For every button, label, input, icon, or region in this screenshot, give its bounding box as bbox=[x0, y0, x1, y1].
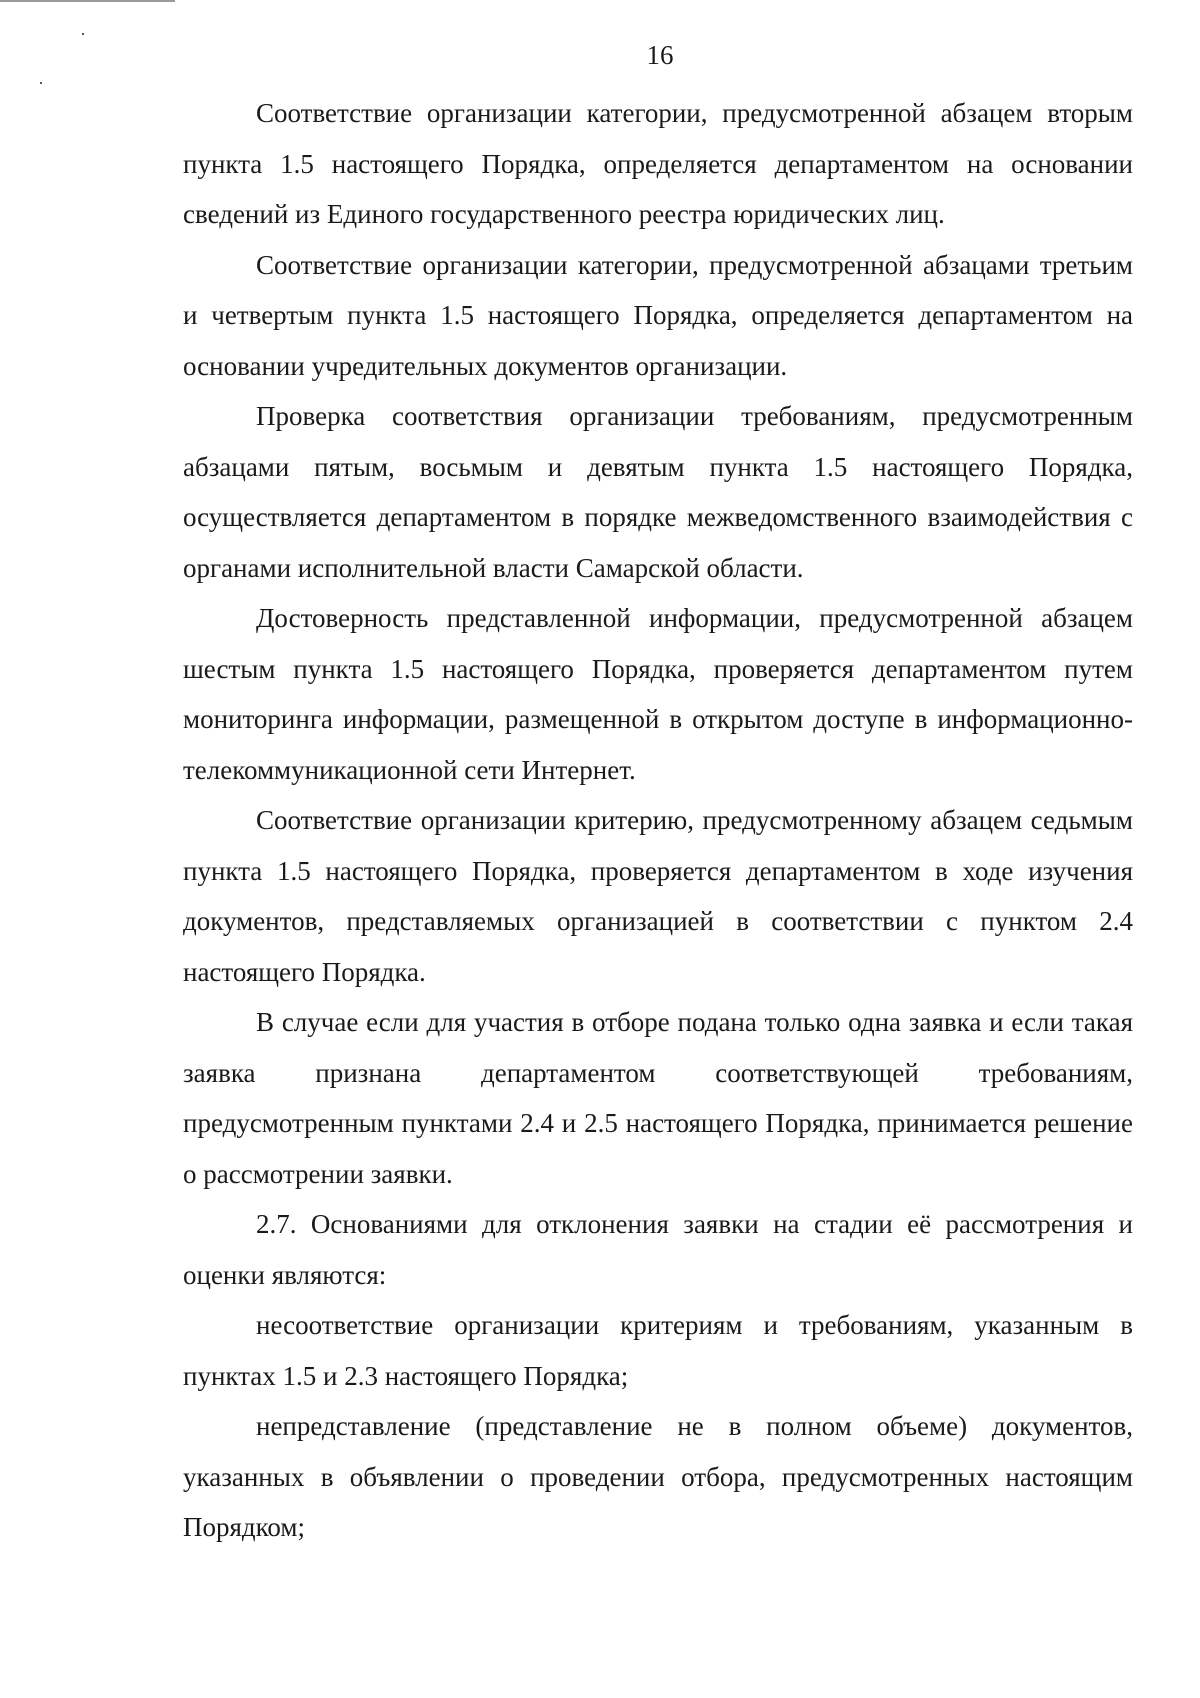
page-number: 16 bbox=[646, 40, 674, 70]
paragraph: Соответствие организации критерию, предусмотренному абзацем седьмым пункта 1.5 настоящего Порядка, проверяется департаментом в ходе изучения документов, представляемых организацией в соответствии с пунктом 2.4 настоящего Порядка. bbox=[183, 805, 1133, 987]
paragraph: несоответствие организации критериям и требованиям, указанным в пунктах 1.5 и 2.3 настоящего Порядка; bbox=[183, 1310, 1133, 1391]
scan-edge-line bbox=[0, 0, 175, 2]
paragraph: непредставление (представление не в полном объеме) документов, указанных в объявлении о проведении отбора, предусмотренных настоящим Порядком; bbox=[183, 1411, 1133, 1542]
scan-speck bbox=[40, 82, 42, 84]
paragraph: Достоверность представленной информации, предусмотренной абзацем шестым пункта 1.5 настоящего Порядка, проверяется департаментом путем мониторинга информации, размещенной в открытом доступе в информационно-телекоммуникационной сети Интернет. bbox=[183, 603, 1133, 785]
document-body bbox=[183, 88, 1133, 1553]
paragraph: Соответствие организации категории, предусмотренной абзацами третьим и четвертым пункта 1.5 настоящего Порядка, определяется департаментом на основании учредительных документов организации. bbox=[183, 249, 1133, 381]
paragraph: Соответствие организации категории, предусмотренной абзацем вторым пункта 1.5 настоящего Порядка, определяется департаментом на основании сведений из Единого государственного реестра юридических лиц. bbox=[183, 98, 1133, 229]
paragraph: В случае если для участия в отборе подана только одна заявка и если такая заявка признана департаментом соответствующей требованиям, предусмотренным пунктами 2.4 и 2.5 настоящего Порядка, принимается решение о рассмотрении заявки. bbox=[183, 1007, 1133, 1189]
paragraph: 2.7. Основаниями для отклонения заявки на стадии её рассмотрения и оценки являются: bbox=[183, 1209, 1133, 1290]
paragraph: Проверка соответствия организации требованиям, предусмотренным абзацами пятым, восьмым и девятым пункта 1.5 настоящего Порядка, осуществляется департаментом в порядке межведомственного взаимодействия с органами исполнительной власти Самарской области. bbox=[183, 401, 1133, 583]
scan-speck bbox=[82, 33, 84, 35]
